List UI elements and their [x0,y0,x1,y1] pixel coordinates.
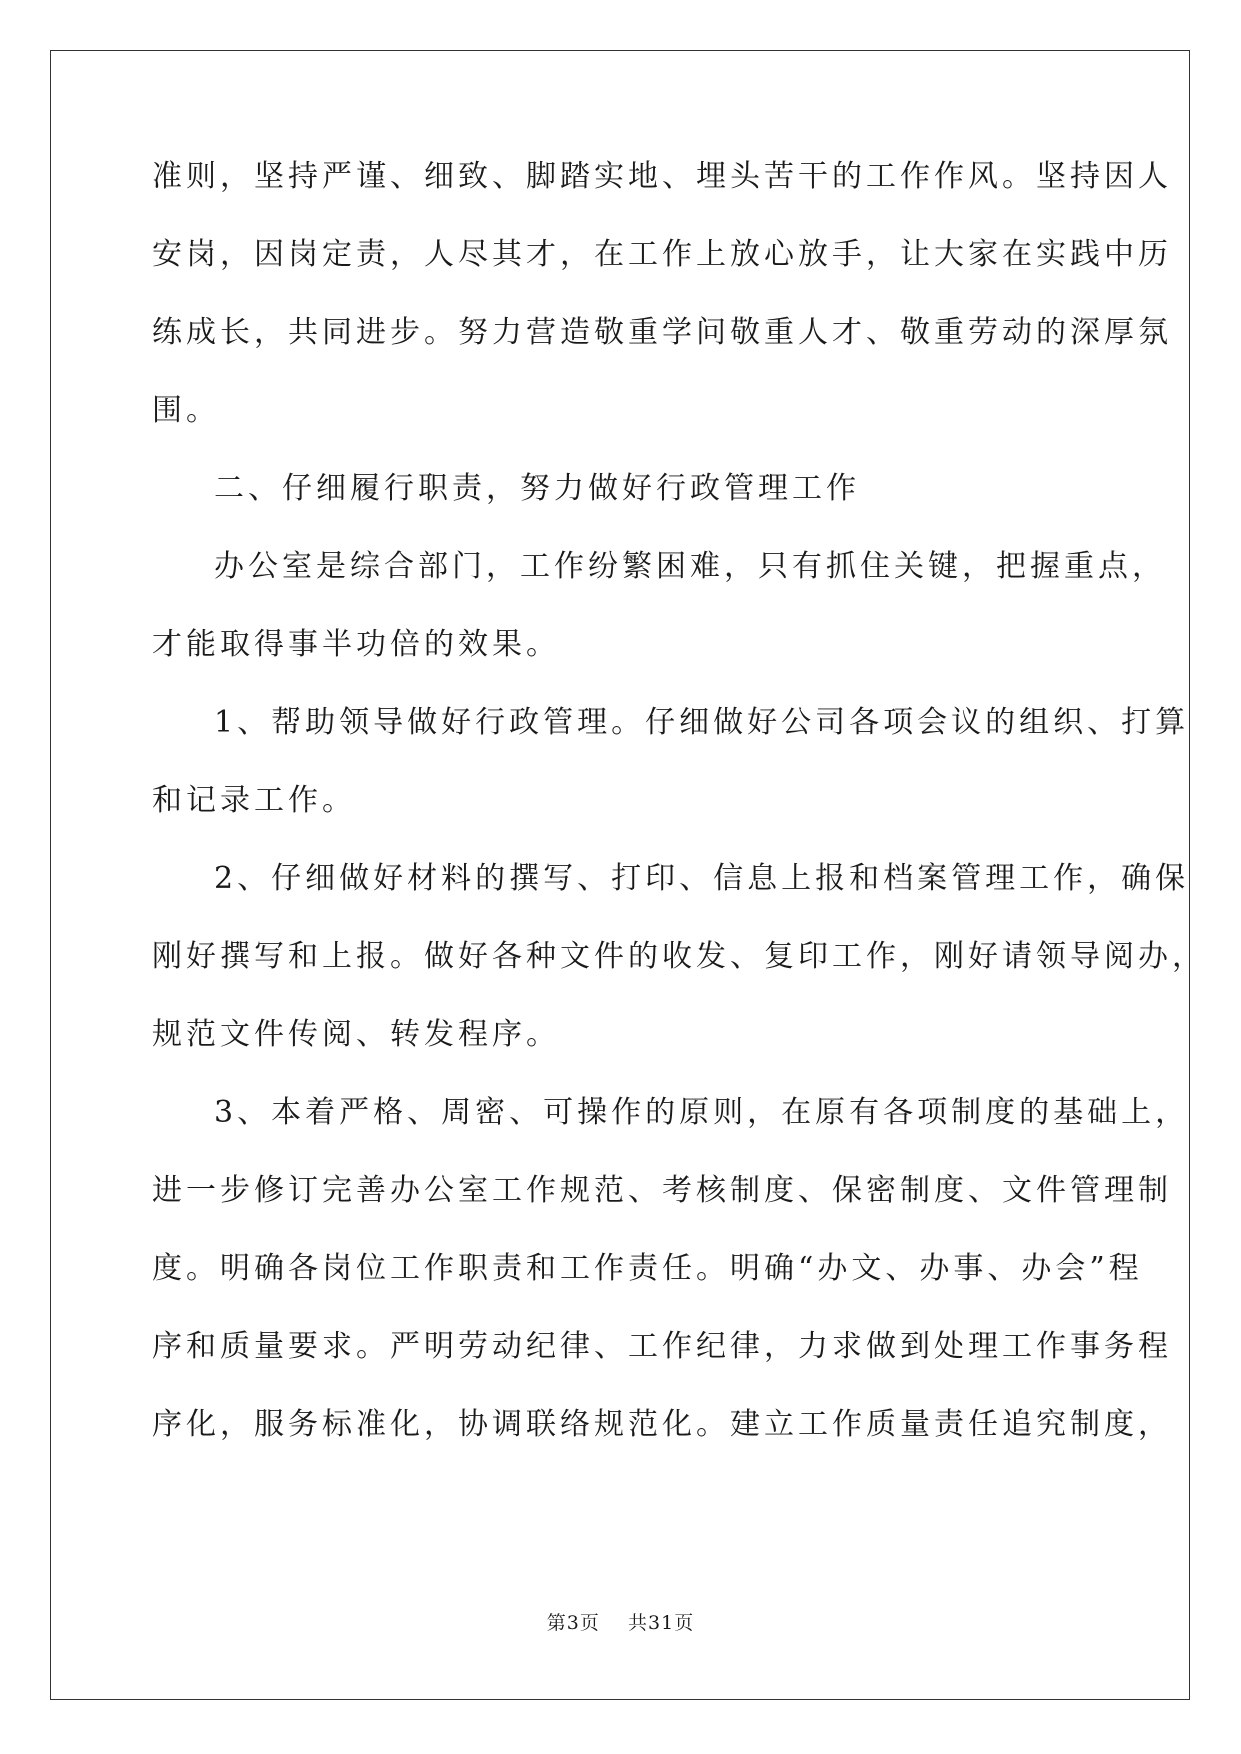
text-line: 进一步修订完善办公室工作规范、考核制度、保密制度、文件管理制 [152,1173,1172,1208]
text-line: 序和质量要求。严明劳动纪律、工作纪律，力求做到处理工作事务程 [152,1329,1172,1364]
text-line: 安岗，因岗定责，人尽其才，在工作上放心放手，让大家在实践中历 [152,237,1172,272]
text-line: 度。明确各岗位工作职责和工作责任。明确“办文、办事、办会”程 [152,1251,1143,1286]
text-line: 办公室是综合部门，工作纷繁困难，只有抓住关键，把握重点， [214,549,1166,584]
page-footer [0,1608,1241,1635]
page-total: 共31页 [628,1612,695,1634]
list-item-2: 2、仔细做好材料的撰写、打印、信息上报和档案管理工作，确保 [214,861,1190,896]
document-body [152,159,1206,1486]
text-line: 和记录工作。 [152,783,356,818]
text-line: 规范文件传阅、转发程序。 [152,1017,560,1052]
text-line: 刚好撰写和上报。做好各种文件的收发、复印工作，刚好请领导阅办， [152,939,1206,974]
list-item-3: 3、本着严格、周密、可操作的原则，在原有各项制度的基础上， [214,1095,1190,1130]
text-line: 准则，坚持严谨、细致、脚踏实地、埋头苦干的工作作风。坚持因人 [152,159,1172,194]
text-line: 才能取得事半功倍的效果。 [152,627,560,662]
text-line: 序化，服务标准化，协调联络规范化。建立工作质量责任追究制度， [152,1407,1172,1442]
text-line: 围。 [152,393,220,428]
page-number: 第3页 [546,1612,600,1634]
list-item-1: 1、帮助领导做好行政管理。仔细做好公司各项会议的组织、打算 [214,705,1190,740]
text-line: 练成长，共同进步。努力营造敬重学问敬重人才、敬重劳动的深厚氛 [152,315,1172,350]
section-heading: 二、仔细履行职责，努力做好行政管理工作 [214,471,860,506]
